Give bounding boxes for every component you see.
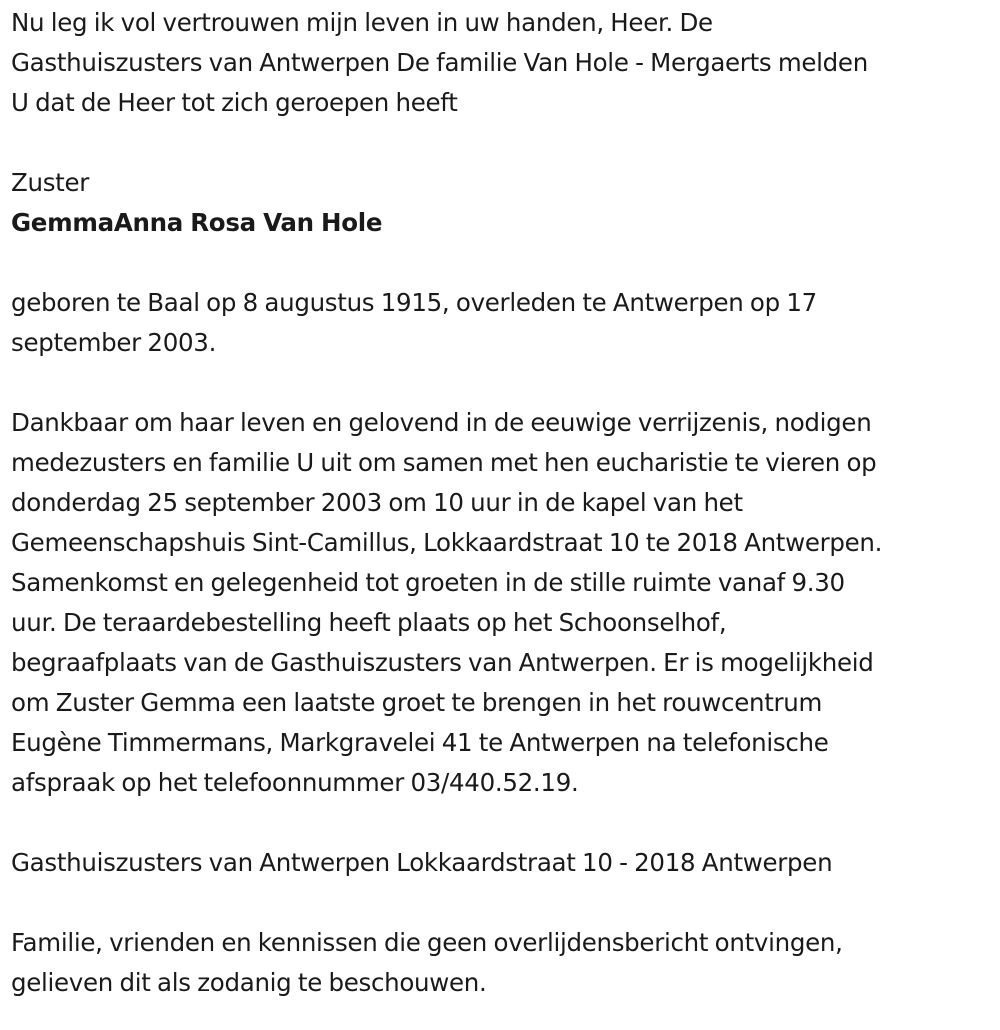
service-paragraph: Dankbaar om haar leven en gelovend in de eeuwige verrijzenis, nodigen medezusters en familie U uit om samen met hen eucharistie te vieren op donderdag 25 september 2003 om 10 uur in de kapel van het Gemeenschapshuis Sint-Camillus, Lokkaardstraat 10 te 2018 Antwerpen. Samenkomst en gelegenheid tot groeten in de stille ruimte vanaf 9.30 uur. De teraardebestelling heeft plaats op het Schoonselhof, begraafplaats van de Gasthuiszusters van Antwerpen. Er is mogelijkheid om Zuster Gemma een laatste groet te brengen in het rouwcentrum Eugène Timmermans, Markgravelei 41 te Antwerpen na telefonische afspraak op het telefoonnummer 03/440.52.19. [11,408,883,797]
title-label: Zuster [11,168,90,197]
closing-paragraph: Familie, vrienden en kennissen die geen overlijdensbericht ontvingen, gelieven dit als zodanig te beschouwen. [11,928,843,997]
deceased-name: GemmaAnna Rosa Van Hole [11,208,383,237]
spacer [11,883,996,923]
birth-death-paragraph: geboren te Baal op 8 augustus 1915, overleden te Antwerpen op 17 september 2003. [11,288,817,357]
death-notice [11,3,996,1003]
spacer [11,803,996,843]
spacer [11,243,996,283]
spacer [11,123,996,163]
address-paragraph: Gasthuiszusters van Antwerpen Lokkaardstraat 10 - 2018 Antwerpen [11,848,833,877]
intro-paragraph: Nu leg ik vol vertrouwen mijn leven in uw handen, Heer. De Gasthuiszusters van Antwerpen De familie Van Hole - Mergaerts melden U dat de Heer tot zich geroepen heeft [11,8,868,117]
spacer [11,363,996,403]
